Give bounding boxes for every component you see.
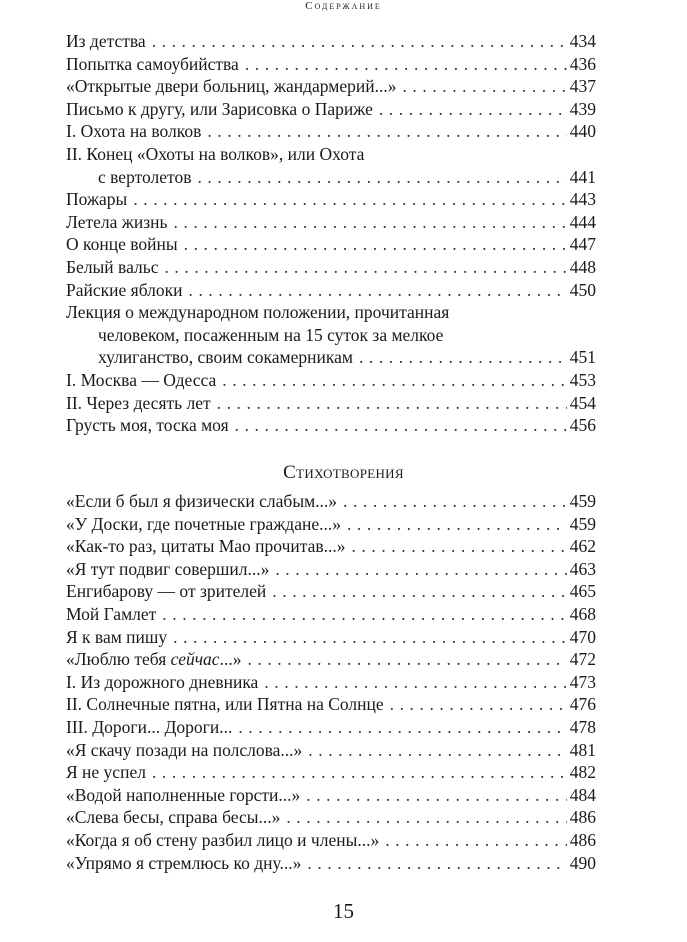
toc-entry-page: 473 <box>569 671 596 692</box>
toc-entry-multiline[interactable] <box>66 143 596 188</box>
toc-entry-title: III. Дороги... Дороги... <box>66 716 233 737</box>
dot-leader <box>307 852 566 875</box>
toc-entry[interactable] <box>66 739 596 762</box>
toc-entry[interactable] <box>66 671 596 694</box>
toc-entry-page: 441 <box>569 166 596 187</box>
dot-leader <box>379 98 567 121</box>
toc-entry[interactable] <box>66 256 596 279</box>
toc-entry-title: I. Из дорожного дневника <box>66 671 259 692</box>
toc-entry[interactable] <box>66 120 596 143</box>
toc-entry-page: 448 <box>569 256 596 277</box>
toc-entry[interactable] <box>66 535 596 558</box>
toc-entry-page: 476 <box>569 694 596 715</box>
dot-leader <box>306 784 567 807</box>
toc-entry-title: Енгибарову — от зрителей <box>66 581 267 602</box>
section-heading: Стихотворения <box>283 462 404 483</box>
toc-entry-page: 462 <box>569 536 596 557</box>
toc-entry-title: «Как-то раз, цитаты Мао прочитав...» <box>66 536 346 557</box>
toc-entry[interactable] <box>66 98 596 121</box>
toc-entry-title: «Если б был я физически слабым...» <box>66 491 338 511</box>
dot-leader <box>385 829 567 852</box>
toc-entry[interactable] <box>66 188 596 211</box>
toc-entry[interactable] <box>66 580 596 603</box>
toc-entry[interactable] <box>66 784 596 807</box>
page-number: 15 <box>333 899 354 923</box>
toc-entry-page: 472 <box>569 649 596 670</box>
toc-entry[interactable] <box>66 75 596 98</box>
toc-entry-title: Пожары <box>66 189 128 210</box>
dot-leader <box>272 580 566 603</box>
toc-entry-title: Я не успел <box>66 762 146 783</box>
dot-leader <box>286 806 566 829</box>
toc-entry-title: Я к вам пишу <box>66 626 168 647</box>
dot-leader <box>197 166 566 189</box>
dot-leader <box>164 256 566 279</box>
toc-entry-title: Райские яблоки <box>66 279 183 300</box>
toc-entry[interactable] <box>66 513 596 536</box>
toc-entry[interactable] <box>66 603 596 626</box>
toc-entry-title-line: с вертолетов <box>98 166 192 187</box>
dot-leader <box>245 53 567 76</box>
dot-leader <box>162 603 566 626</box>
toc-entry-page: 465 <box>569 581 596 602</box>
toc-entry-page: 470 <box>569 626 596 647</box>
toc-entry-page: 486 <box>569 829 596 850</box>
toc-entry-title: О конце войны <box>66 234 178 255</box>
toc-entry[interactable] <box>66 829 596 852</box>
dot-leader <box>347 513 567 536</box>
dot-leader <box>184 233 567 256</box>
dot-leader <box>152 761 567 784</box>
toc-list <box>66 30 596 437</box>
dot-leader <box>402 75 566 98</box>
toc-entry-title: Попытка самоубийства <box>66 53 239 74</box>
toc-entry[interactable] <box>66 558 596 581</box>
toc-entry-title: «Слева бесы, справа бесы...» <box>66 807 281 828</box>
dot-leader <box>352 535 567 558</box>
toc-entry-title: Белый вальс <box>66 256 159 277</box>
toc-entry-page: 478 <box>569 716 596 737</box>
toc-entry-page: 444 <box>569 211 596 232</box>
toc-entry-title <box>66 648 241 671</box>
dot-leader <box>359 346 567 369</box>
toc-entry-page: 434 <box>569 31 596 51</box>
toc-entry-title: Летела жизнь <box>66 211 168 232</box>
toc-entry[interactable] <box>66 693 596 716</box>
dot-leader <box>275 558 566 581</box>
toc-entry[interactable] <box>66 211 596 234</box>
toc-entry-title-line: человеком, посаженным на 15 суток за мелкое <box>98 324 444 345</box>
toc-entry-page: 451 <box>569 347 596 368</box>
toc-entry[interactable] <box>66 369 596 392</box>
toc-entry[interactable] <box>66 414 596 437</box>
title-part: ...» <box>219 649 242 670</box>
toc-entry-page: 439 <box>569 98 596 119</box>
toc-entry-title-line: Лекция о международном положении, прочитанная <box>66 302 450 323</box>
dot-leader <box>217 392 567 415</box>
dot-leader <box>152 30 567 53</box>
dot-leader <box>207 120 566 143</box>
toc-entry-title: «Упрямо я стремлюсь ко дну...» <box>66 852 302 873</box>
toc-entry-page: 440 <box>569 121 596 142</box>
toc-entry-page: 459 <box>569 491 596 511</box>
toc-entry[interactable] <box>66 30 596 53</box>
dot-leader <box>264 671 566 694</box>
dot-leader <box>174 211 567 234</box>
dot-leader <box>343 490 567 513</box>
toc-entry-page: 490 <box>569 852 596 873</box>
toc-entry-page: 443 <box>569 189 596 210</box>
toc-entry[interactable] <box>66 761 596 784</box>
title-emphasis: сейчас <box>170 649 220 670</box>
toc-entry-page: 468 <box>569 603 596 624</box>
running-head: Содержание <box>305 0 382 12</box>
toc-entry[interactable] <box>66 852 596 875</box>
toc-entry-multiline[interactable] <box>66 301 596 369</box>
toc-entry[interactable] <box>66 233 596 256</box>
toc-entry[interactable] <box>66 392 596 415</box>
dot-leader <box>238 716 566 739</box>
dot-leader <box>173 626 567 649</box>
toc-entry-page: 463 <box>569 558 596 579</box>
toc-entry[interactable] <box>66 53 596 76</box>
toc-entry-title: «Я скачу позади на полслова...» <box>66 739 303 760</box>
dot-leader <box>235 414 567 437</box>
toc-entry-page: 484 <box>569 784 596 805</box>
toc-entry-page: 459 <box>569 513 596 534</box>
toc-entry-title: II. Солнечные пятна, или Пятна на Солнце <box>66 694 384 715</box>
toc-entry-title: I. Москва — Одесса <box>66 369 217 390</box>
toc-entry-title: Грусть моя, тоска моя <box>66 415 229 436</box>
toc-entry-title: «Я тут подвиг совершил...» <box>66 558 270 579</box>
toc-entry[interactable] <box>66 806 596 829</box>
dot-leader <box>189 279 567 302</box>
toc-entry-page: 453 <box>569 369 596 390</box>
toc-entry-title: «Когда я об стену разбил лицо и члены...» <box>66 829 380 850</box>
toc-entry-page: 486 <box>569 807 596 828</box>
toc-entry-page: 436 <box>569 53 596 74</box>
toc-entry[interactable] <box>66 626 596 649</box>
title-part: «Люблю тебя <box>66 649 171 670</box>
toc-entry-page: 437 <box>569 76 596 97</box>
toc-entry-title: «Водой наполненные горсти...» <box>66 784 301 805</box>
dot-leader <box>247 648 566 671</box>
toc-entry[interactable] <box>66 279 596 302</box>
toc-entry-title: Из детства <box>66 31 146 51</box>
toc-entry-title: II. Через десять лет <box>66 392 211 413</box>
toc-entry-title: I. Охота на волков <box>66 121 202 142</box>
toc-entry-title-line: II. Конец «Охоты на волков», или Охота <box>66 143 365 164</box>
toc-entry-page: 447 <box>569 234 596 255</box>
toc-entry-page: 450 <box>569 279 596 300</box>
toc-entry[interactable] <box>66 716 596 739</box>
toc-entry-page: 456 <box>569 415 596 436</box>
toc-entry-page: 482 <box>569 762 596 783</box>
toc-entry[interactable] <box>66 648 596 671</box>
toc-entry-title: «У Доски, где почетные граждане...» <box>66 513 341 534</box>
toc-entry-title: «Открытые двери больниц, жандармерий...» <box>66 76 397 97</box>
toc-entry-title-line: хулиганство, своим сокамерникам <box>98 347 353 368</box>
dot-leader <box>133 188 566 211</box>
toc-poems-list <box>66 490 596 874</box>
dot-leader <box>308 739 566 762</box>
toc-entry-title: Мой Гамлет <box>66 603 157 624</box>
toc-entry-title: Письмо к другу, или Зарисовка о Париже <box>66 98 373 119</box>
toc-entry[interactable] <box>66 490 596 513</box>
dot-leader <box>390 693 567 716</box>
toc-entry-page: 481 <box>569 739 596 760</box>
toc-entry-page: 454 <box>569 392 596 413</box>
dot-leader <box>222 369 567 392</box>
